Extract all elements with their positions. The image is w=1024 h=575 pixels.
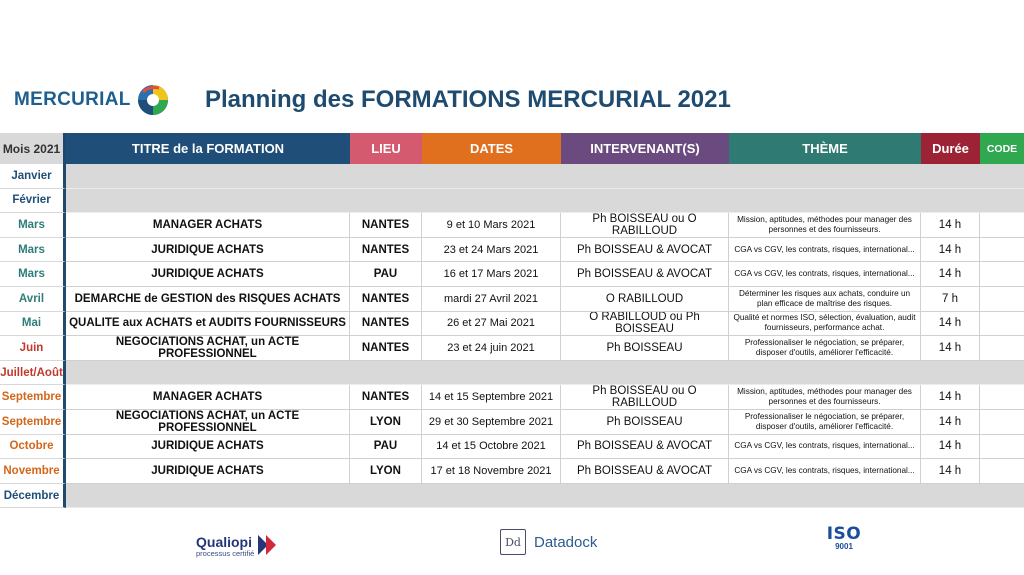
lieu-cell: LYON — [350, 410, 422, 435]
dates-cell: 23 et 24 juin 2021 — [422, 336, 561, 361]
title-cell: NEGOCIATIONS ACHAT, un ACTE PROFESSIONNEL — [66, 336, 350, 361]
title-cell: MANAGER ACHATS — [66, 213, 350, 238]
month-cell: Avril — [0, 287, 66, 312]
month-cell: Juin — [0, 336, 66, 361]
duree-cell: 7 h — [921, 287, 980, 312]
title-cell: JURIDIQUE ACHATS — [66, 262, 350, 287]
duree-cell: 14 h — [921, 213, 980, 238]
column-header-dates: DATES — [422, 133, 561, 164]
table-row — [0, 385, 1024, 410]
table-row — [0, 410, 1024, 435]
dates-cell: 23 et 24 Mars 2021 — [422, 238, 561, 263]
intervenants-cell: Ph BOISSEAU ou O RABILLOUD — [561, 213, 729, 238]
duree-cell: 14 h — [921, 238, 980, 263]
theme-cell: Mission, aptitudes, méthodes pour manager des personnes et des fournisseurs. — [729, 385, 921, 410]
duree-cell: 14 h — [921, 312, 980, 337]
theme-cell: CGA vs CGV, les contrats, risques, international... — [729, 459, 921, 484]
column-header-intervenants: INTERVENANT(S) — [561, 133, 729, 164]
month-cell: Février — [0, 189, 66, 214]
lieu-cell: PAU — [350, 435, 422, 460]
title-cell: JURIDIQUE ACHATS — [66, 238, 350, 263]
code-cell — [980, 410, 1024, 435]
intervenants-cell: Ph BOISSEAU — [561, 336, 729, 361]
intervenants-cell: Ph BOISSEAU & AVOCAT — [561, 262, 729, 287]
month-cell: Mai — [0, 312, 66, 337]
lieu-cell: NANTES — [350, 213, 422, 238]
title-cell: NEGOCIATIONS ACHAT, un ACTE PROFESSIONNEL — [66, 410, 350, 435]
month-cell: Septembre — [0, 410, 66, 435]
mercurial-logo-icon — [135, 82, 171, 118]
duree-cell: 14 h — [921, 385, 980, 410]
datadock-name: Datadock — [534, 533, 598, 551]
theme-cell: Professionaliser le négociation, se préparer, disposer d'outils, améliorer l'efficacité. — [729, 410, 921, 435]
code-cell — [980, 213, 1024, 238]
intervenants-cell: Ph BOISSEAU & AVOCAT — [561, 459, 729, 484]
dates-cell: mardi 27 Avril 2021 — [422, 287, 561, 312]
code-cell — [980, 385, 1024, 410]
duree-cell: 14 h — [921, 336, 980, 361]
column-header-mois: Mois 2021 — [0, 133, 66, 164]
lieu-cell: NANTES — [350, 238, 422, 263]
iso-name: ISO — [826, 524, 862, 544]
table-row — [0, 238, 1024, 263]
qualiopi-arrows-icon — [258, 535, 280, 555]
empty-month-cell — [66, 484, 1024, 509]
intervenants-cell: O RABILLOUD — [561, 287, 729, 312]
qualiopi-name: Qualiopi — [196, 534, 252, 550]
lieu-cell: NANTES — [350, 336, 422, 361]
qualiopi-subtitle: processus certifié — [196, 549, 255, 558]
datadock-logo — [500, 529, 597, 555]
dates-cell: 9 et 10 Mars 2021 — [422, 213, 561, 238]
month-cell: Décembre — [0, 484, 66, 509]
intervenants-cell: Ph BOISSEAU — [561, 410, 729, 435]
brand-name: MERCURIAL — [14, 89, 131, 110]
title-cell: MANAGER ACHATS — [66, 385, 350, 410]
table-row — [0, 361, 1024, 386]
table-row — [0, 336, 1024, 361]
intervenants-cell: Ph BOISSEAU ou O RABILLOUD — [561, 385, 729, 410]
table-row — [0, 435, 1024, 460]
code-cell — [980, 435, 1024, 460]
lieu-cell: NANTES — [350, 287, 422, 312]
table-row — [0, 213, 1024, 238]
table-row — [0, 287, 1024, 312]
company-logo — [14, 82, 171, 118]
iso-number: 9001 — [835, 542, 853, 551]
page-title: Planning des FORMATIONS MERCURIAL 2021 — [205, 86, 731, 113]
month-cell: Septembre — [0, 385, 66, 410]
month-cell: Janvier — [0, 164, 66, 189]
intervenants-cell: O RABILLOUD ou Ph BOISSEAU — [561, 312, 729, 337]
theme-cell: Professionaliser le négociation, se préparer, disposer d'outils, améliorer l'efficacité. — [729, 336, 921, 361]
lieu-cell: LYON — [350, 459, 422, 484]
lieu-cell: NANTES — [350, 312, 422, 337]
table-row — [0, 164, 1024, 189]
title-cell: DEMARCHE de GESTION des RISQUES ACHATS — [66, 287, 350, 312]
iso-logo — [822, 524, 866, 551]
qualiopi-logo — [196, 534, 254, 558]
lieu-cell: PAU — [350, 262, 422, 287]
column-header-lieu: LIEU — [350, 133, 422, 164]
code-cell — [980, 287, 1024, 312]
duree-cell: 14 h — [921, 435, 980, 460]
table-row — [0, 262, 1024, 287]
month-cell: Mars — [0, 262, 66, 287]
duree-cell: 14 h — [921, 410, 980, 435]
code-cell — [980, 312, 1024, 337]
dates-cell: 16 et 17 Mars 2021 — [422, 262, 561, 287]
dates-cell: 26 et 27 Mai 2021 — [422, 312, 561, 337]
table-row — [0, 484, 1024, 509]
month-cell: Juillet/Août — [0, 361, 66, 386]
theme-cell: CGA vs CGV, les contrats, risques, international... — [729, 238, 921, 263]
table-row — [0, 312, 1024, 337]
code-cell — [980, 336, 1024, 361]
table-row — [0, 459, 1024, 484]
column-header-code: CODE — [980, 133, 1024, 164]
theme-cell: Déterminer les risques aux achats, conduire un plan efficace de maîtrise des risques. — [729, 287, 921, 312]
month-cell: Octobre — [0, 435, 66, 460]
intervenants-cell: Ph BOISSEAU & AVOCAT — [561, 238, 729, 263]
intervenants-cell: Ph BOISSEAU & AVOCAT — [561, 435, 729, 460]
month-cell: Mars — [0, 238, 66, 263]
month-cell: Novembre — [0, 459, 66, 484]
datadock-mark-icon: Dd — [500, 529, 526, 555]
code-cell — [980, 459, 1024, 484]
lieu-cell: NANTES — [350, 385, 422, 410]
empty-month-cell — [66, 164, 1024, 189]
column-header-duree: Durée — [921, 133, 980, 164]
table-row — [0, 189, 1024, 214]
code-cell — [980, 262, 1024, 287]
dates-cell: 14 et 15 Septembre 2021 — [422, 385, 561, 410]
theme-cell: Mission, aptitudes, méthodes pour manager des personnes et des fournisseurs. — [729, 213, 921, 238]
dates-cell: 17 et 18 Novembre 2021 — [422, 459, 561, 484]
month-cell: Mars — [0, 213, 66, 238]
theme-cell: CGA vs CGV, les contrats, risques, international... — [729, 435, 921, 460]
title-cell: JURIDIQUE ACHATS — [66, 435, 350, 460]
dates-cell: 29 et 30 Septembre 2021 — [422, 410, 561, 435]
title-cell: QUALITE aux ACHATS et AUDITS FOURNISSEURS — [66, 312, 350, 337]
dates-cell: 14 et 15 Octobre 2021 — [422, 435, 561, 460]
theme-cell: Qualité et normes ISO, sélection, évaluation, audit fournisseurs, performance achat. — [729, 312, 921, 337]
empty-month-cell — [66, 361, 1024, 386]
theme-cell: CGA vs CGV, les contrats, risques, international... — [729, 262, 921, 287]
code-cell — [980, 238, 1024, 263]
title-cell: JURIDIQUE ACHATS — [66, 459, 350, 484]
duree-cell: 14 h — [921, 262, 980, 287]
column-header-titre: TITRE de la FORMATION — [66, 133, 350, 164]
empty-month-cell — [66, 189, 1024, 214]
duree-cell: 14 h — [921, 459, 980, 484]
column-header-theme: THÈME — [729, 133, 921, 164]
